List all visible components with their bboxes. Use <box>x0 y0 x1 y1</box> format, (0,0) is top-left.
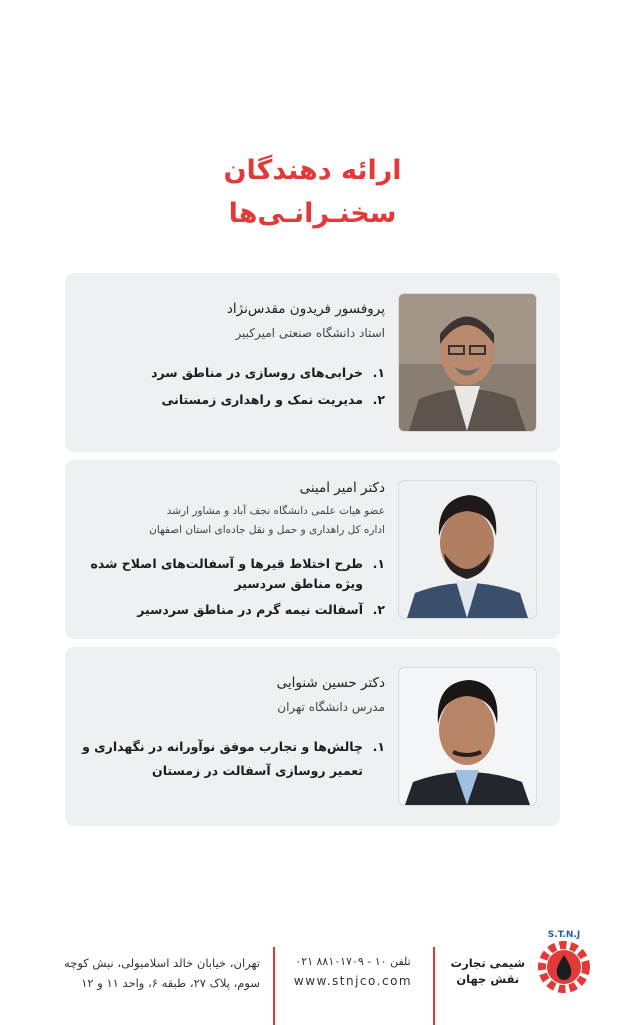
topic-item: ۱. چالش‌ها و تجارب موفق نوآورانه در نگهداری و تعمیر روسازی آسفالت در زمستان <box>82 739 385 778</box>
speaker-card-3 <box>65 647 560 826</box>
footer <box>0 925 625 1024</box>
topic-list <box>81 554 385 622</box>
gear-drop-logo-icon <box>527 925 601 997</box>
company-name: شیمی تجارت نقش جهان <box>450 956 525 986</box>
speaker-photo-1 <box>398 293 537 432</box>
logo-letters: S.T.N.J <box>547 930 581 940</box>
divider <box>273 947 275 1025</box>
page-title-line2: سخنـرانـی‌ها <box>228 198 397 229</box>
topic-list <box>81 361 385 412</box>
topic-item: ۲. مدیریت نمک و راهداری زمستانی <box>161 392 385 407</box>
divider <box>433 947 435 1025</box>
phone-number: تلفن ۱۰ - ۸۸۱۰۱۷۰۹ ۰۲۱ <box>295 955 411 968</box>
speaker-card-2 <box>65 460 560 639</box>
contact-block <box>283 955 423 988</box>
speaker-card-1 <box>65 273 560 452</box>
portrait-placeholder-icon <box>399 481 536 618</box>
page-title-line1: ارائه دهندگان <box>223 155 402 186</box>
address: تهران، خیابان خالد اسلامبولی، نبش کوچه سوم، پلاک ۲۷، طبقه ۶، واحد ۱۱ و ۱۲ <box>64 956 260 990</box>
company-logo <box>527 925 601 997</box>
speaker-photo-2 <box>398 480 537 619</box>
speaker-name: دکتر حسین شنوایی <box>276 675 385 691</box>
speaker-affiliation: مدرس دانشگاه تهران <box>277 700 385 714</box>
speaker-affiliation: استاد دانشگاه صنعتی امیرکبیر <box>235 326 385 340</box>
topic-item: ۱. خرابی‌های روسازی در مناطق سرد <box>151 365 385 380</box>
speaker-affiliation: عضو هیات علمی دانشگاه نجف آباد و مشاور ارشد اداره کل راهداری و حمل و نقل جاده‌ای استان اصفهان <box>149 505 385 536</box>
speaker-name: پروفسور فریدون مقدس‌نژاد <box>226 301 385 317</box>
topic-item: ۲. آسفالت نیمه گرم در مناطق سردسیر <box>137 602 385 617</box>
portrait-placeholder-icon <box>399 294 536 431</box>
topic-list <box>81 735 385 783</box>
speaker-photo-3 <box>398 667 537 806</box>
website-link[interactable]: www.stnjco.com <box>293 974 413 988</box>
speaker-name: دکتر امیر امینی <box>299 480 385 496</box>
topic-item: ۱. طرح اختلاط قیرها و آسفالت‌های اصلاح شده ویژه مناطق سردسیر <box>90 556 385 591</box>
portrait-placeholder-icon <box>399 668 536 805</box>
